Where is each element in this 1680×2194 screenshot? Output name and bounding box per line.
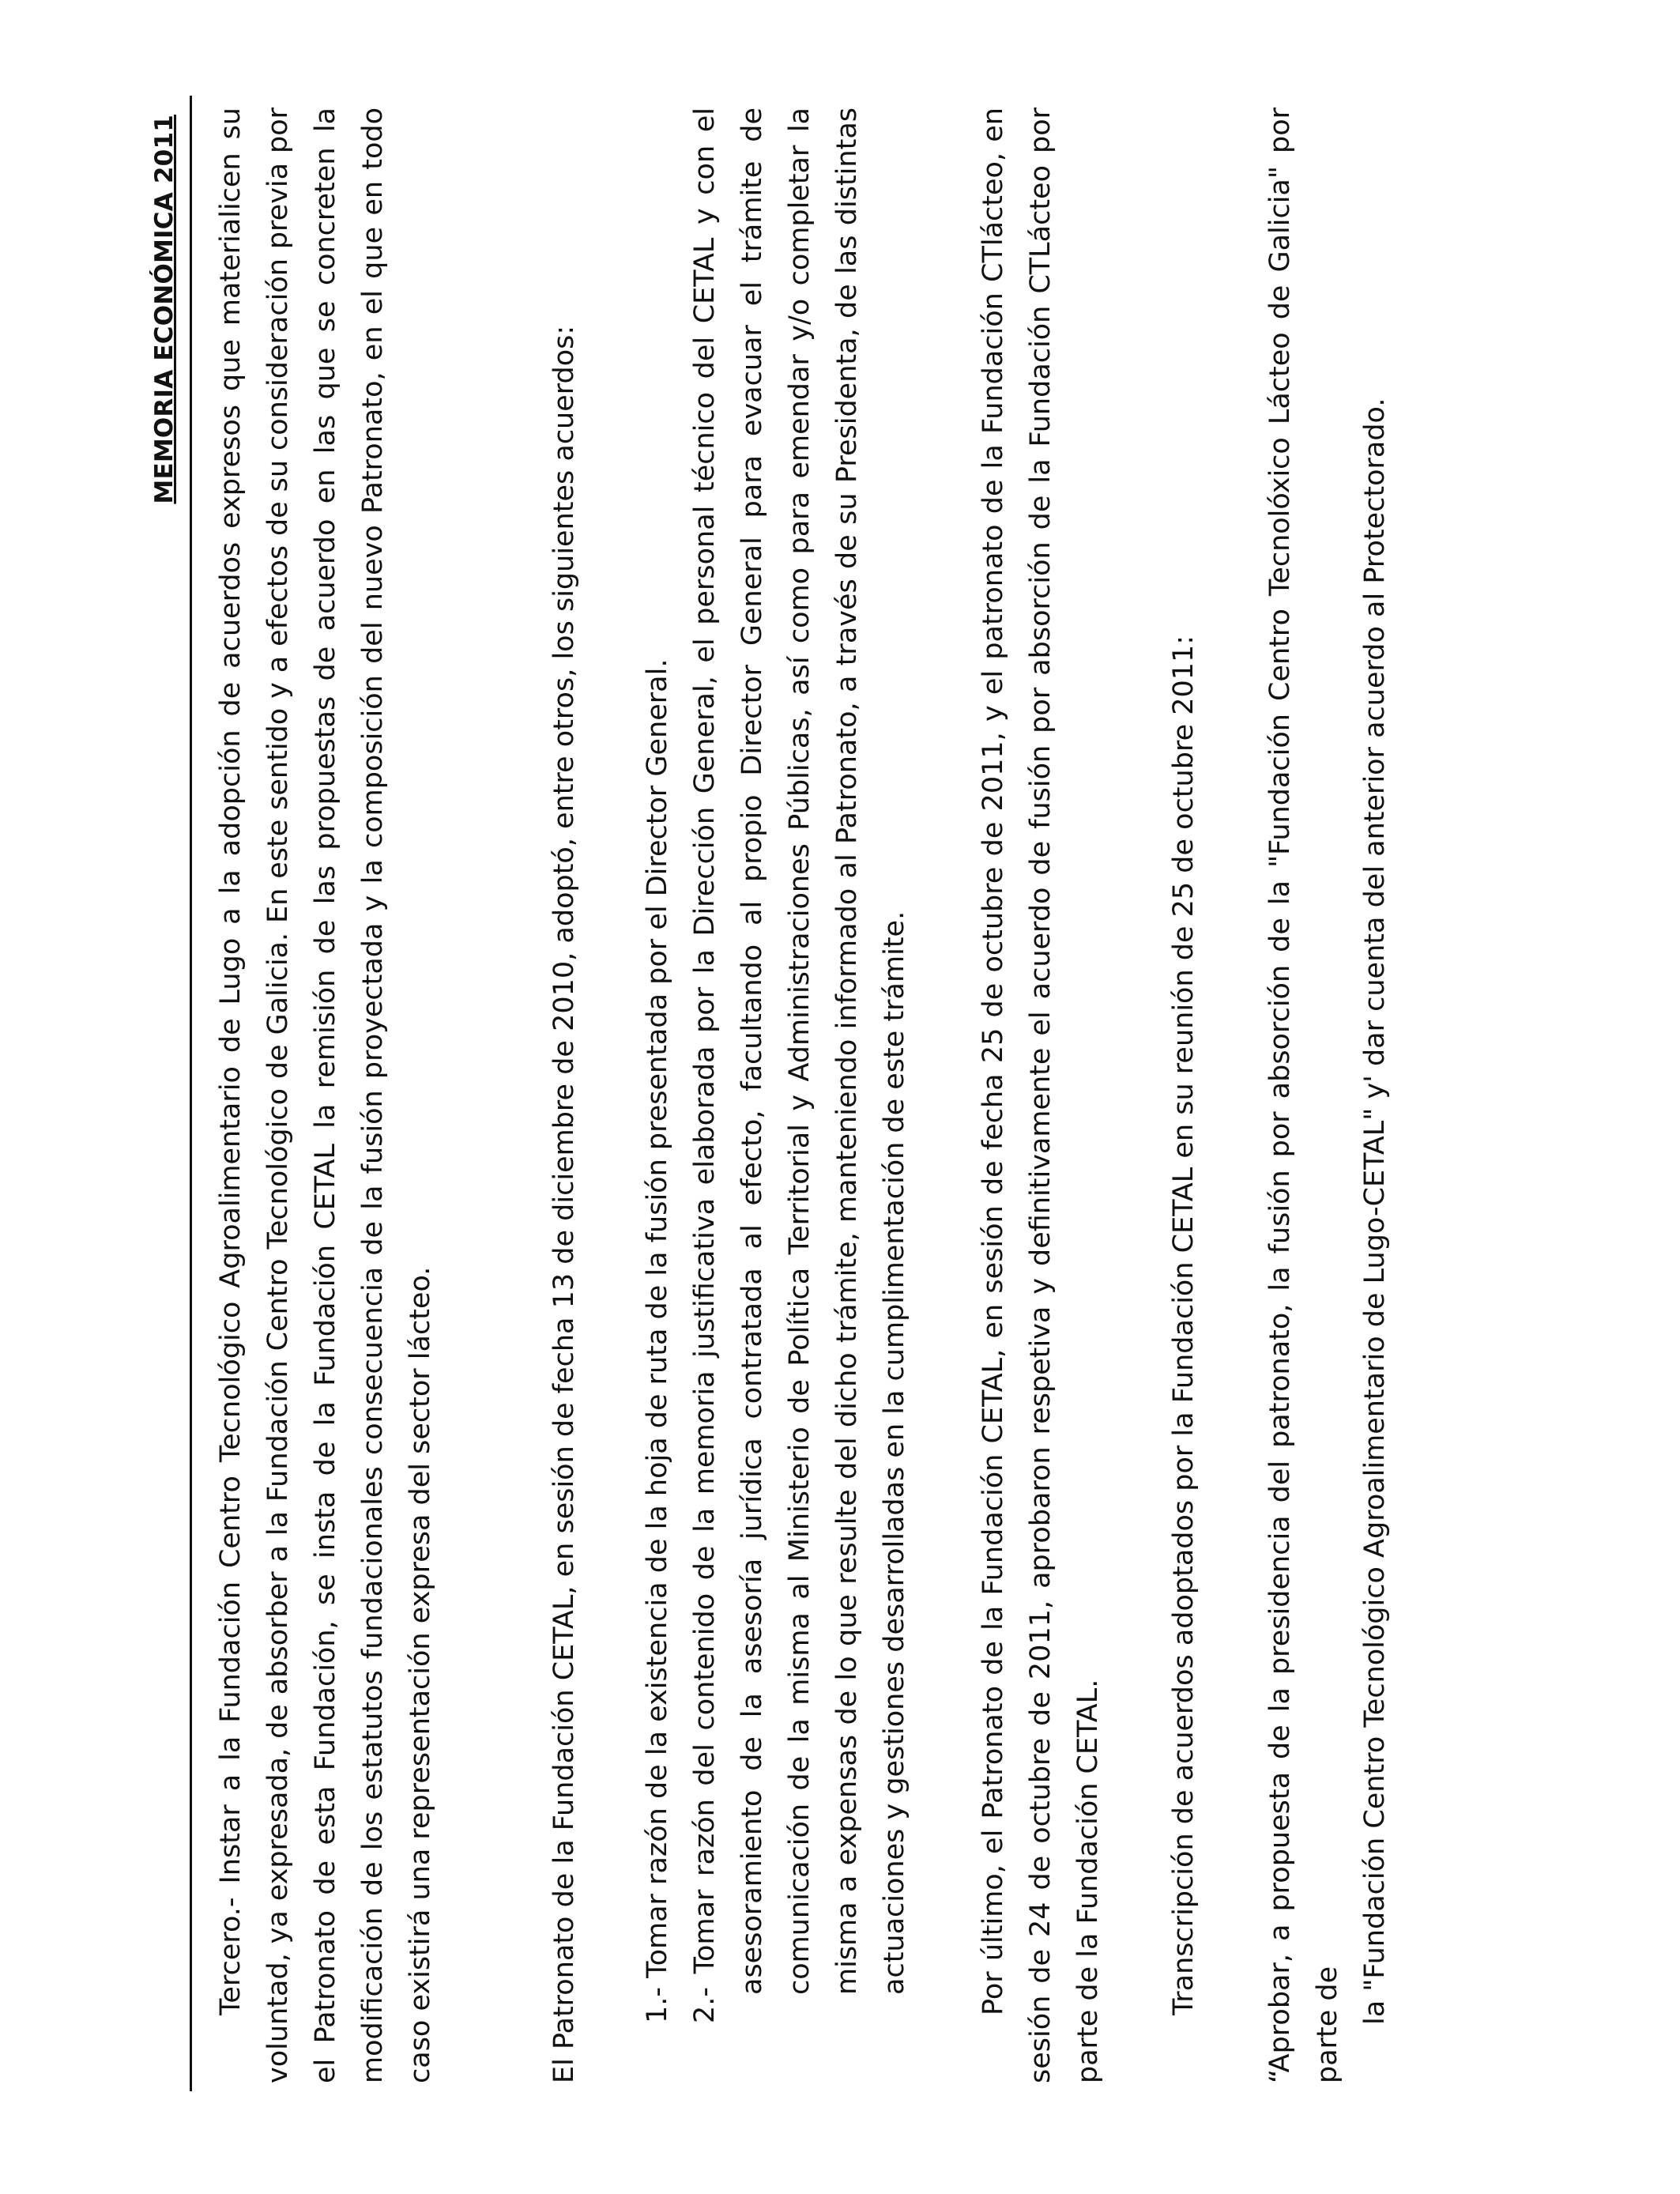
paragraph-text: Tercero.- Instar a la Fundación Centro Tecnológico Agroalimentario de Lugo a la adopción de acuerdos expresos que materialicen su voluntad, ya expresada, de absorber a la Fundación Centro Tecnológico de Galicia. En este sentido y a efectos de su consideración previa por el Patronato de esta Fundación, se insta de la Fundación CETAL la remisión de las propuestas de acuerdo en las que se concreten la modificación de los estatutos fundacionales consecuencia de la fusión proyectada y la composición del nuevo Patronato, en el que en todo caso existirá una representación expresa del sector lácteo.	[215, 107, 436, 2083]
paragraph-patronato-intro	[541, 107, 588, 2083]
paragraph-text: El Patronato de la Fundación CETAL, en sesión de fecha 13 de diciembre de 2010, adoptó, entre otros, los siguientes acuerdos:	[548, 325, 580, 2083]
header-divider	[190, 96, 192, 2091]
paragraph-transcripcion	[1160, 107, 1207, 2083]
acuerdos-list	[634, 107, 918, 2083]
paragraph-text: Transcripción de acuerdos adoptados por la Fundación CETAL en su reunión de 25 de octubre 2011:	[1168, 635, 1200, 2015]
paragraph-por-ultimo	[970, 107, 1112, 2083]
quote-line-1: “Aprobar, a propuesta de la presidencia del patronato, la fusión por absorción de la "Fundación Centro Tecnolóxico Lácteo de Galicia" por parte de	[1264, 107, 1343, 2083]
paragraph-tercero	[207, 107, 444, 2083]
list-item-1: 1.- Tomar razón de la existencia de la hoja de ruta de la fusión presentada por el Director General.	[642, 658, 673, 2023]
quoted-agreement	[1256, 107, 1399, 2083]
page-title: MEMORIA ECONÓMICA 2011	[150, 115, 179, 504]
list-item-2: 2.- Tomar razón del contenido de la memoria justificativa elaborada por la Dirección General, el personal técnico del CETAL y con el asesoramiento de la asesoría jurídica contratada al efecto, facultando al propio Director General para evacuar el trámite de comunicación de la misma al Ministerio de Política Territorial y Administraciones Públicas, así como para emendar y/o completar la misma a expensas de lo que resulte del dicho trámite, manteniendo informado al Patronato, a través de su Presidenta, de las distintas actuaciones y gestiones desarrolladas en la cumplimentación de este trámite.	[689, 107, 910, 2023]
quote-line-2: la "Fundación Centro Tecnológico Agroalimentario de Lugo-CETAL" y' dar cuenta del anterior acuerdo al Protectorado.	[1359, 398, 1391, 2025]
paragraph-text: Por último, el Patronato de la Fundación CETAL, en sesión de fecha 25 de octubre de 2011, y el patronato de la Fundación CTlácteo, en sesión de 24 de octubre de 2011, aprobaron respetiva y definitivamente el acuerdo de fusión por absorción de la Fundación CTLácteo por parte de la Fundación CETAL.	[977, 107, 1104, 2083]
